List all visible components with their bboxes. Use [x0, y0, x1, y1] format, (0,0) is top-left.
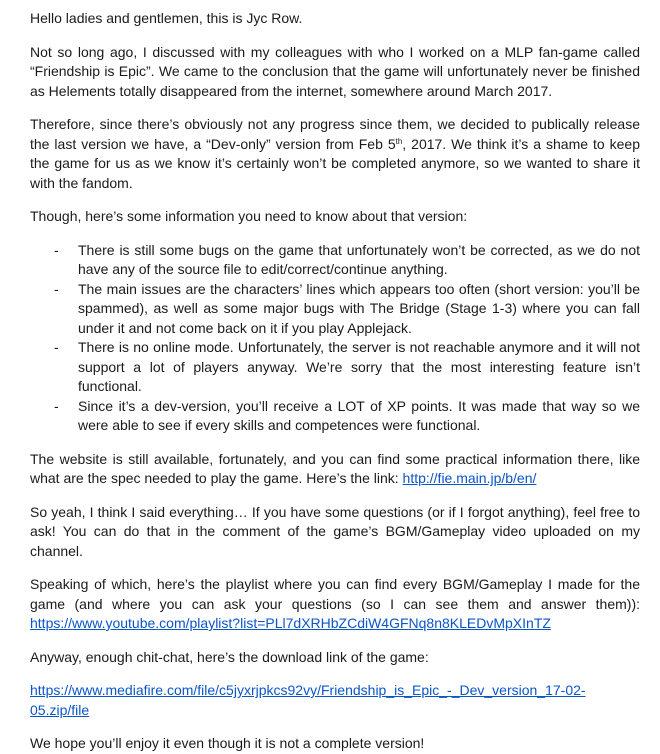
greeting: Hello ladies and gentlemen, this is Jyc Row.	[30, 10, 303, 26]
website-paragraph	[30, 450, 640, 489]
list-item-text: The main issues are the characters’ lines which appears too often (short version: you’ll be spammed), as well as some major bugs with The Bridge (Stage 1-3) where you can fall under it and not come back on it if you play Applejack.	[78, 280, 640, 336]
dash-bullet: -	[54, 397, 59, 414]
playlist-paragraph	[30, 575, 640, 634]
closing-line: We hope you’ll enjoy it even though it is not a complete version!	[30, 735, 425, 751]
intro-paragraph: Not so long ago, I discussed with my colleagues with who I worked on a MLP fan-game called “Friendship is Epic”. We came to the conclusion that the game will unfortunately never be finished as Helements totally disappeared from the internet, somewhere around March 2017.	[30, 43, 640, 99]
list-item	[30, 280, 640, 339]
list-item-text: Since it’s a dev-version, you’ll receive a LOT of XP points. It was made that way so we were able to see if every skills and competences were functional.	[78, 397, 640, 433]
dash-bullet: -	[54, 241, 59, 258]
playlist-text: Speaking of which, here’s the playlist where you can find every BGM/Gameplay I made for the game (and where you can ask your questions (so I can see them and answer them)):	[30, 576, 640, 612]
info-intro: Though, here’s some information you need to know about that version:	[30, 208, 468, 224]
download-link[interactable]: https://www.mediafire.com/file/c5jyxrjpkcs92vy/Friendship_is_Epic_-_Dev_version_17-02-05.zip/file	[30, 682, 586, 718]
release-paragraph	[30, 115, 640, 193]
list-item-text: There is no online mode. Unfortunately, the server is not reachable anymore and it will not support a lot of players anyway. We’re sorry that the most interesting feature isn’t functional.	[78, 339, 640, 394]
questions-paragraph: So yeah, I think I said everything… If you have some questions (or if I forgot anything), feel free to ask! You can do that in the comment of the game’s BGM/Gameplay video uploaded on my channel.	[30, 503, 640, 559]
download-paragraph	[30, 681, 640, 720]
date-ordinal: th	[395, 136, 403, 146]
list-item-text: There is still some bugs on the game that unfortunately won’t be corrected, as we do not have any of the source file to edit/correct/continue anything.	[78, 241, 640, 277]
list-item	[30, 397, 640, 436]
dash-bullet: -	[54, 280, 59, 297]
info-list	[30, 241, 640, 436]
list-item	[30, 338, 640, 397]
list-item	[30, 241, 640, 280]
website-link[interactable]: http://fie.main.jp/b/en/	[402, 470, 537, 486]
website-text: The website is still available, fortunately, and you can find some practical information there, like what are the spec needed to play the game. Here’s the link:	[30, 450, 640, 486]
release-text-before: Therefore, since there’s obviously not any progress since them, we decided to publically release the last version we have, a “Dev-only” version from Feb 5	[30, 116, 640, 152]
dash-bullet: -	[54, 339, 59, 355]
download-intro: Anyway, enough chit-chat, here’s the download link of the game:	[30, 648, 429, 665]
playlist-link[interactable]: https://www.youtube.com/playlist?list=PLl7dXRHbZCdiW4GFNq8n8KLEDvMpXInTZ	[30, 615, 551, 631]
release-text-after: , 2017. We think it’s a shame to keep the game for us as we know it’s certainly won’t be completed anymore, so we wanted to share it with the fandom.	[30, 135, 641, 191]
